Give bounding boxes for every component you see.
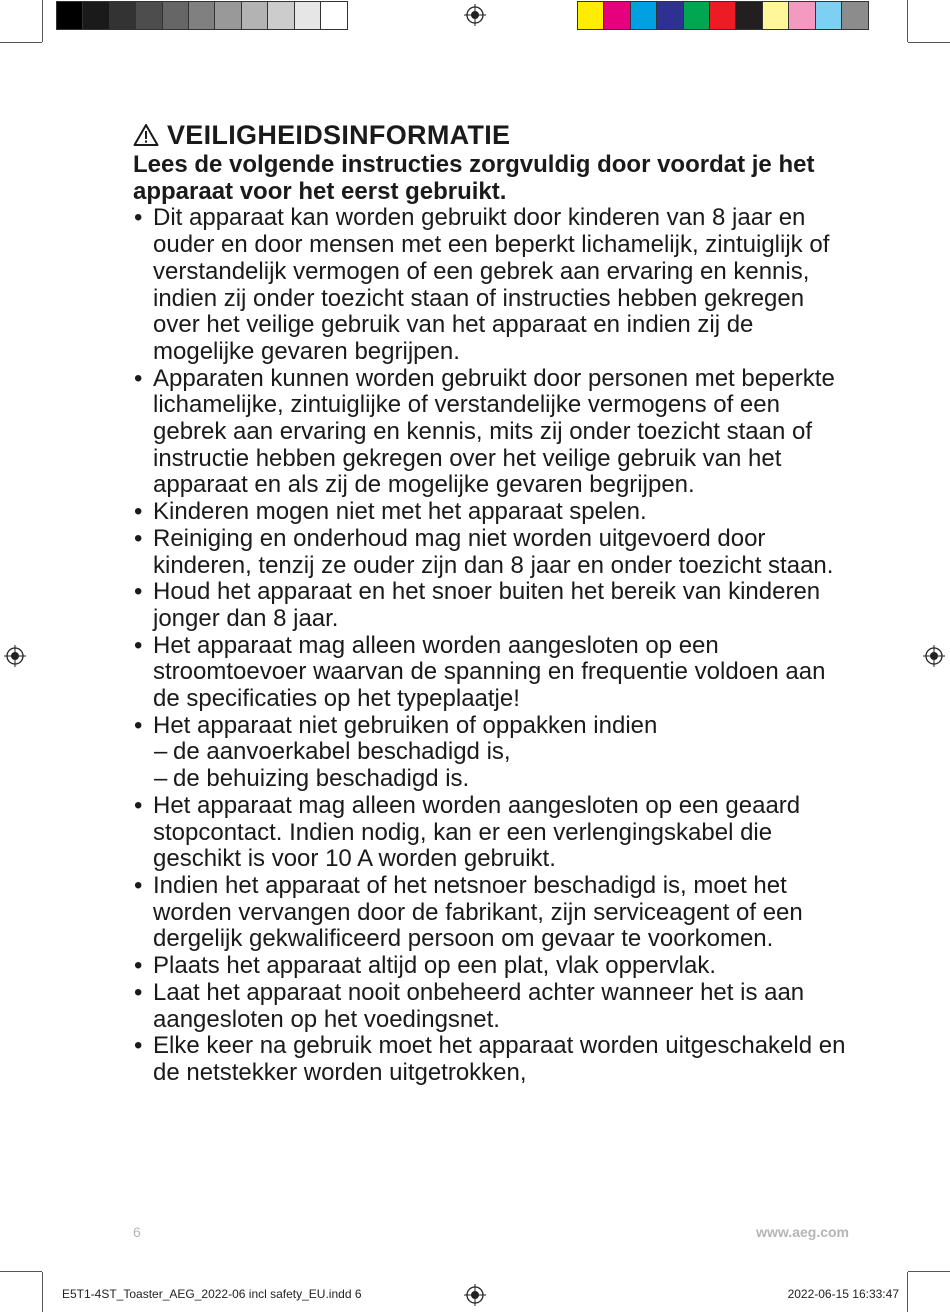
lead-paragraph: Lees de volgende instructies zorgvuldig door voordat je het apparaat voor het eerst gebruikt. xyxy=(133,151,815,205)
print-timestamp: 2022-06-15 16:33:47 xyxy=(787,1287,899,1301)
color-swatch xyxy=(710,2,736,29)
list-item-text: Kinderen mogen niet met het apparaat spelen. xyxy=(153,498,647,526)
crop-mark-bottom-left-h xyxy=(0,1271,42,1272)
color-swatch xyxy=(268,2,294,29)
color-swatch xyxy=(189,2,215,29)
process-color-bar xyxy=(577,1,869,30)
color-swatch xyxy=(736,2,762,29)
list-item-text: Elke keer na gebruik moet het apparaat worden uitgeschakeld en de netstekker worden uitgetrokken, xyxy=(153,1032,846,1086)
list-item-text: Het apparaat mag alleen worden aangesloten op een stroomtoevoer waarvan de spanning en frequentie voldoen aan de specificaties op het typeplaatje! xyxy=(153,631,826,713)
safety-content xyxy=(133,118,853,1087)
color-swatch xyxy=(295,2,321,29)
list-item-text: Laat het apparaat nooit onbeheerd achter wanneer het is aan aangesloten op het voedingsnet. xyxy=(153,978,805,1033)
bullet: • xyxy=(134,578,143,606)
sub-list-item-text: de behuizing beschadigd is. xyxy=(173,765,470,793)
crop-mark-top-left-h xyxy=(0,42,42,43)
list-item xyxy=(133,366,853,500)
website-url: www.aeg.com xyxy=(756,1224,849,1240)
page-number: 6 xyxy=(133,1224,141,1240)
list-item xyxy=(133,633,853,713)
list-item xyxy=(133,873,853,953)
color-swatch xyxy=(578,2,604,29)
warning-triangle-icon xyxy=(133,123,159,147)
list-item-text: Het apparaat mag alleen worden aangesloten op een geaard stopcontact. Indien nodig, kan er een verlengingskabel die geschikt is voor 10 A worden gebruikt. xyxy=(153,791,801,873)
color-swatch xyxy=(842,2,868,29)
color-swatch xyxy=(242,2,268,29)
crop-mark-bottom-left xyxy=(42,1272,43,1312)
color-swatch xyxy=(110,2,136,29)
color-swatch xyxy=(604,2,630,29)
list-item-text: Apparaten kunnen worden gebruikt door personen met beperkte lichamelijke, zintuiglijke of verstandelijke vermogens of een gebrek aan ervaring en kennis, mits zij onder toezicht staan of instructie hebben gekregen over het veilige gebruik van het apparaat en als zij de mogelijke gevaren begrijpen. xyxy=(153,364,835,499)
registration-mark-icon xyxy=(923,645,945,667)
grayscale-color-bar xyxy=(56,1,348,30)
list-item xyxy=(133,205,853,365)
color-swatch xyxy=(763,2,789,29)
crop-mark-top-right xyxy=(907,0,908,42)
sub-list-item xyxy=(153,739,853,766)
registration-mark-icon xyxy=(4,645,26,667)
color-swatch xyxy=(83,2,109,29)
bullet: • xyxy=(134,791,143,819)
list-item xyxy=(133,980,853,1033)
color-swatch xyxy=(57,2,83,29)
color-swatch xyxy=(321,2,347,29)
list-item xyxy=(133,1033,853,1086)
bullet: • xyxy=(134,871,143,899)
bullet: • xyxy=(134,978,143,1006)
color-swatch xyxy=(816,2,842,29)
list-item xyxy=(133,713,853,793)
dash: – xyxy=(154,738,168,766)
crop-mark-bottom-right xyxy=(907,1272,908,1312)
sub-list-item xyxy=(153,766,853,793)
bullet: • xyxy=(134,524,143,552)
bullet: • xyxy=(134,1032,143,1060)
list-item-text: Indien het apparaat of het netsnoer beschadigd is, moet het worden vervangen door de fabrikant, zijn serviceagent of een dergelijk gekwalificeerd persoon om gevaar te voorkomen. xyxy=(153,871,803,953)
list-item xyxy=(133,579,853,632)
bullet: • xyxy=(134,711,143,739)
bullet: • xyxy=(134,631,143,659)
dash: – xyxy=(154,765,168,793)
color-swatch xyxy=(163,2,189,29)
bullet: • xyxy=(134,204,143,232)
list-item-text: Reiniging en onderhoud mag niet worden uitgevoerd door kinderen, tenzij ze ouder zijn dan 8 jaar en onder toezicht staan. xyxy=(153,524,834,579)
crop-mark-top-left xyxy=(42,0,43,42)
sub-list xyxy=(153,739,853,792)
list-item-text: Houd het apparaat en het snoer buiten het bereik van kinderen jonger dan 8 jaar. xyxy=(153,578,821,632)
safety-list xyxy=(133,205,853,1086)
list-item xyxy=(133,499,853,526)
list-item-text: Dit apparaat kan worden gebruikt door kinderen van 8 jaar en ouder en door mensen met een beperkt lichamelijk, zintuiglijk of verstandelijk vermogen of een gebrek aan ervaring en kennis, indien zij onder toezicht staan of instructies hebben gekregen over het veilige gebruik van het apparaat en indien zij de mogelijke gevaren begrijpen. xyxy=(153,204,830,365)
registration-mark-icon xyxy=(464,1284,486,1306)
file-slug: E5T1-4ST_Toaster_AEG_2022-06 incl safety_EU.indd 6 xyxy=(62,1287,362,1301)
crop-mark-top-right-h xyxy=(908,42,950,43)
bullet: • xyxy=(134,364,143,392)
section-heading-text: VEILIGHEIDSINFORMATIE xyxy=(167,120,511,150)
bullet: • xyxy=(134,498,143,526)
sub-list-item-text: de aanvoerkabel beschadigd is, xyxy=(173,738,511,766)
color-swatch xyxy=(631,2,657,29)
color-swatch xyxy=(136,2,162,29)
list-item-text: Het apparaat niet gebruiken of oppakken indien xyxy=(153,711,658,739)
bullet: • xyxy=(134,952,143,980)
color-swatch xyxy=(657,2,683,29)
list-item xyxy=(133,953,853,980)
list-item xyxy=(133,793,853,873)
section-heading xyxy=(133,118,853,152)
color-swatch xyxy=(215,2,241,29)
crop-mark-bottom-right-h xyxy=(908,1271,950,1272)
list-item xyxy=(133,526,853,579)
registration-mark-icon xyxy=(464,4,486,26)
list-item-text: Plaats het apparaat altijd op een plat, vlak oppervlak. xyxy=(153,952,717,980)
color-swatch xyxy=(789,2,815,29)
color-swatch xyxy=(684,2,710,29)
